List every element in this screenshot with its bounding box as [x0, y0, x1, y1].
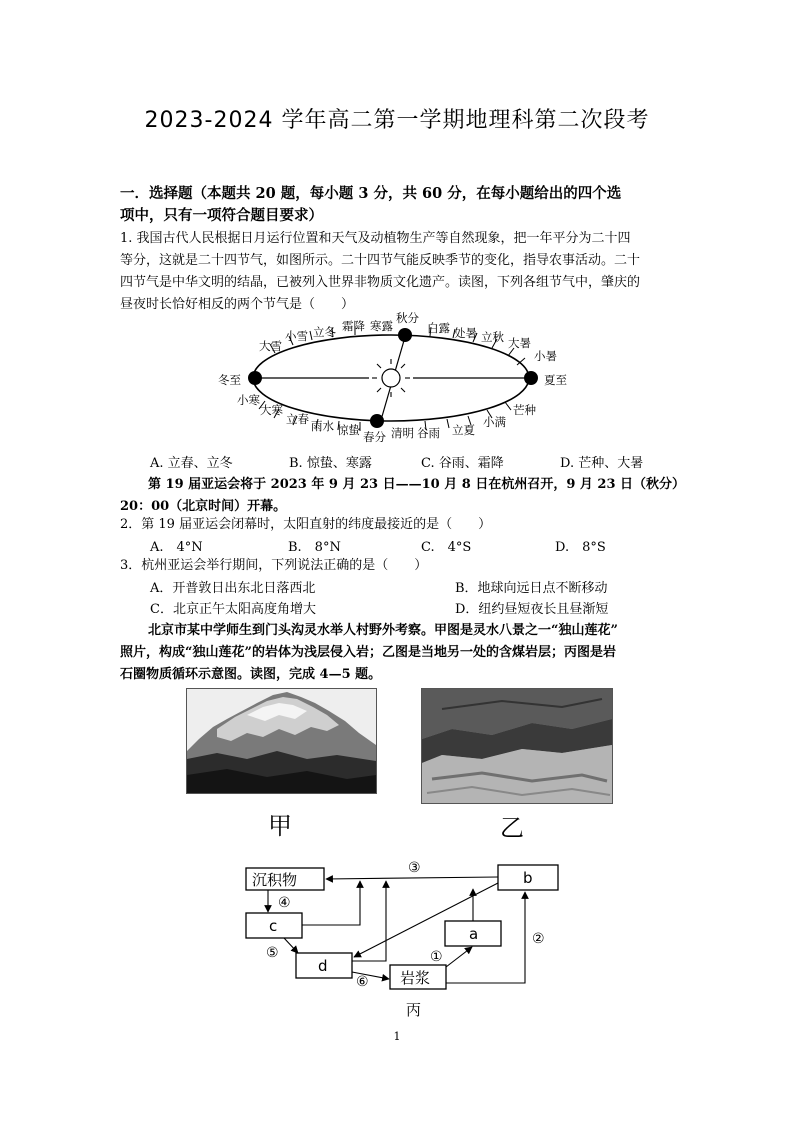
photo-jia-mountain: [186, 688, 377, 794]
section-heading: [120, 183, 680, 227]
spring-equinox-dot: [370, 414, 384, 428]
photo-yi-coal-strata: [421, 688, 613, 804]
arrow-1-label: ①: [430, 949, 443, 965]
term-guyu: 谷雨: [417, 426, 440, 440]
term-xiaoxue: 小雪: [285, 329, 308, 343]
q2-option-c[interactable]: C. 4°S: [421, 540, 472, 555]
q3-option-d[interactable]: D．纽约昼短夜长且昼渐短: [455, 602, 609, 617]
q1-option-a[interactable]: A. 立春、立冬: [150, 456, 233, 471]
q3-option-a[interactable]: A．开普敦日出东北日落西北: [150, 581, 316, 596]
b-label: b: [523, 869, 533, 887]
term-xiaoshu: 小暑: [534, 349, 557, 363]
question-1-stem: [120, 228, 680, 316]
q1-line-3: 四节气是中华文明的结晶，已被列入世界非物质文化遗产。读图，下列各组节气中，肇庆的: [120, 275, 641, 290]
page-number: 1: [393, 1030, 401, 1043]
section-heading-line-2: 项中，只有一项符合题目要求）: [120, 207, 323, 224]
term-dongzhi: 冬至: [218, 373, 241, 387]
c-label: c: [269, 917, 278, 935]
a-label: a: [469, 925, 479, 943]
section-heading-line-1: 一．选择题（本题共 20 题，每小题 3 分，共 60 分，在每小题给出的四个选: [120, 185, 622, 202]
term-bailu: 白露: [427, 321, 450, 335]
q3-option-b[interactable]: B．地球向远日点不断移动: [455, 581, 608, 596]
q2-option-b[interactable]: B. 8°N: [288, 540, 341, 555]
term-yushui: 雨水: [311, 419, 334, 433]
page-title: 2023-2024 学年高二第一学期地理科第二次段考: [144, 108, 650, 133]
intro2-line-1: 第 19 届亚运会将于 2023 年 9 月 23 日——10 月 8 日在杭州召开，9 月 23 日（秋分）: [148, 477, 686, 492]
q3-option-c[interactable]: C．北京正午太阳高度角增大: [150, 602, 316, 617]
q2-option-a[interactable]: A. 4°N: [150, 540, 203, 555]
term-liqiu: 立秋: [481, 330, 504, 344]
arrow-6-label: ⑥: [356, 974, 369, 990]
arrow-2-label: ②: [532, 931, 545, 947]
term-xiaohan: 小寒: [237, 393, 260, 407]
term-qingming: 清明: [391, 426, 414, 440]
q1-line-2: 等分，这就是二十四节气，如图所示。二十四节气能反映季节的变化，指导农事活动。二十: [120, 253, 641, 268]
q1-option-c[interactable]: C. 谷雨、霜降: [421, 456, 504, 471]
intro2-line-2: 20：00（北京时间）开幕。: [120, 499, 287, 514]
term-qiufen: 秋分: [396, 311, 419, 325]
winter-solstice-dot: [248, 371, 262, 385]
term-xiaoman: 小满: [483, 415, 506, 429]
autumn-equinox-dot: [398, 328, 412, 342]
rock-cycle-diagram: [240, 855, 570, 1020]
question-2-stem: 2．第 19 届亚运会闭幕时，太阳直射的纬度最接近的是（ ）: [120, 517, 492, 532]
intro-q2-q3: [120, 474, 686, 518]
intro4-line-2: 照片，构成“独山莲花”的岩体为浅层侵入岩；乙图是当地另一处的含煤岩层；丙图是岩: [120, 645, 616, 660]
term-chushu: 处暑: [454, 326, 477, 340]
term-lidong: 立冬: [313, 325, 336, 339]
q1-line-4: 昼夜时长恰好相反的两个节气是（ ）: [120, 297, 355, 312]
term-daxue: 大雪: [259, 339, 282, 353]
term-lixia: 立夏: [452, 423, 475, 437]
photo-jia-label: 甲: [268, 812, 292, 840]
q1-option-b[interactable]: B. 惊蛰、寒露: [289, 456, 372, 471]
term-mangzhong: 芒种: [513, 403, 536, 417]
term-hanlu: 寒露: [370, 319, 393, 333]
question-3-stem: 3．杭州亚运会举行期间，下列说法正确的是（ ）: [120, 558, 428, 573]
arrow-4-label: ④: [278, 895, 291, 911]
sediment-label: 沉积物: [252, 871, 298, 889]
term-shuangjiang: 霜降: [342, 319, 365, 333]
term-dahan: 大寒: [260, 403, 283, 417]
term-chunfen: 春分: [363, 430, 386, 444]
photo-yi-label: 乙: [500, 814, 524, 842]
solar-terms-diagram: [215, 310, 585, 445]
intro-q4-q5: [120, 620, 680, 686]
q2-option-d[interactable]: D. 8°S: [555, 540, 606, 555]
intro4-line-3: 石圈物质循环示意图。读图，完成 4—5 题。: [120, 667, 382, 682]
q1-line-1: 1. 我国古代人民根据日月运行位置和天气及动植物生产等自然现象，把一年平分为二十四: [120, 231, 631, 246]
summer-solstice-dot: [524, 371, 538, 385]
term-dashu: 大暑: [508, 336, 531, 350]
diagram-bing-caption: 丙: [406, 1001, 422, 1019]
sun-icon: [372, 359, 410, 397]
term-lichun: 立春: [286, 412, 309, 426]
arrow-5-label: ⑤: [266, 945, 279, 961]
term-jingzhe: 惊蛰: [337, 423, 360, 437]
magma-label: 岩浆: [400, 969, 431, 987]
intro4-line-1: 北京市某中学师生到门头沟灵水举人村野外考察。甲图是灵水八景之一“独山莲花”: [148, 623, 618, 638]
q1-option-d[interactable]: D. 芒种、大暑: [560, 456, 644, 471]
arrow-3-label: ③: [408, 860, 421, 876]
d-label: d: [318, 957, 328, 975]
term-xiazhi: 夏至: [544, 373, 567, 387]
